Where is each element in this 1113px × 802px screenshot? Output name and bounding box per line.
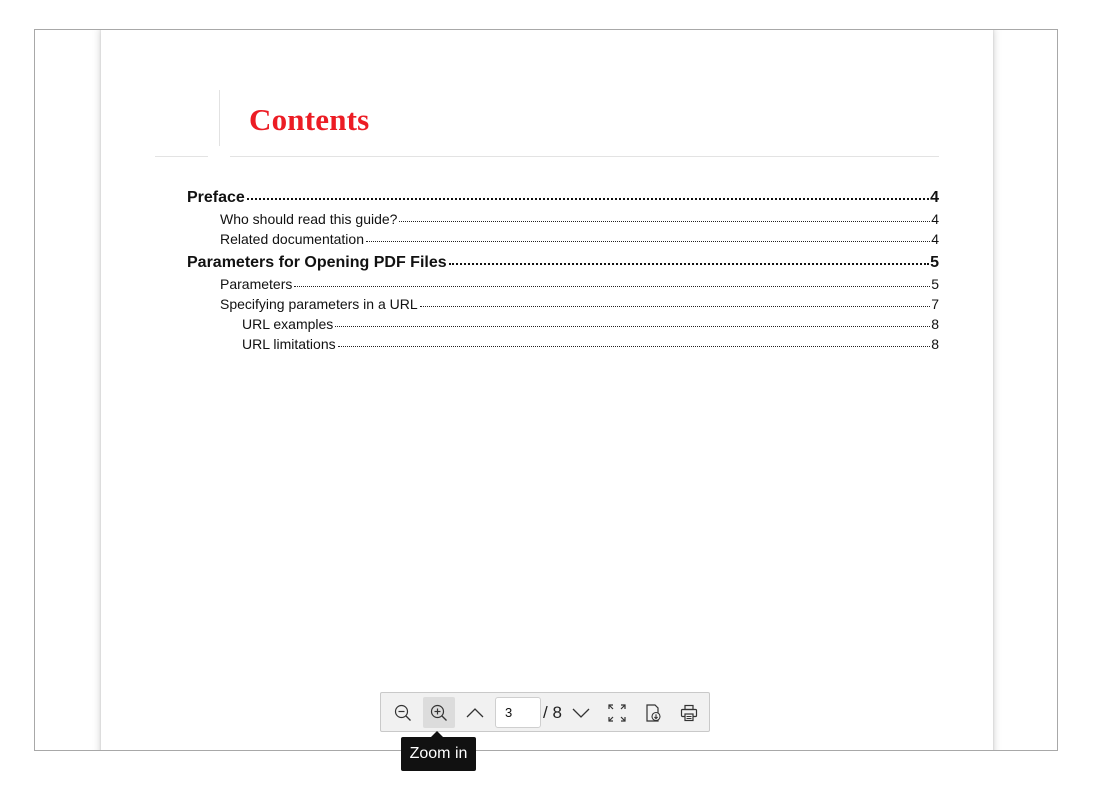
toc-entry-specifying-parameters[interactable] bbox=[187, 294, 939, 314]
toc-entry-url-limitations[interactable] bbox=[187, 334, 939, 354]
zoom-out-button[interactable] bbox=[387, 697, 419, 728]
toc-leader-dots bbox=[366, 241, 930, 242]
toc-leader-dots bbox=[338, 346, 931, 347]
toc-entry-page: 5 bbox=[931, 276, 939, 292]
toc-entry-who-should-read[interactable] bbox=[187, 209, 939, 229]
fullscreen-icon bbox=[608, 704, 626, 722]
toc-entry-page: 5 bbox=[930, 254, 939, 271]
toc-leader-dots bbox=[294, 286, 930, 287]
toc-entry-parameters-for-opening[interactable] bbox=[187, 252, 939, 274]
pdf-viewer[interactable] bbox=[34, 29, 1058, 751]
toc-leader-dots bbox=[399, 221, 930, 222]
chevron-up-icon bbox=[466, 707, 484, 719]
header-divider-horizontal bbox=[155, 156, 939, 157]
chevron-down-icon bbox=[572, 707, 590, 719]
header-divider-vertical bbox=[219, 90, 220, 146]
toc-entry-parameters[interactable] bbox=[187, 274, 939, 294]
toc-leader-dots bbox=[449, 263, 929, 265]
zoom-in-icon bbox=[430, 704, 448, 722]
toc-entry-page: 4 bbox=[931, 231, 939, 247]
page-total: / 8 bbox=[543, 703, 562, 722]
fullscreen-button[interactable] bbox=[601, 697, 633, 728]
toc-entry-label: URL limitations bbox=[242, 336, 336, 352]
toc-entry-label: Preface bbox=[187, 189, 245, 206]
table-of-contents bbox=[187, 184, 939, 354]
toc-entry-label: URL examples bbox=[242, 316, 334, 332]
toc-entry-label: Specifying parameters in a URL bbox=[220, 296, 418, 312]
zoom-in-button[interactable] bbox=[423, 697, 455, 728]
zoom-out-icon bbox=[394, 704, 412, 722]
toc-entry-page: 4 bbox=[930, 189, 939, 206]
download-button[interactable] bbox=[637, 697, 669, 728]
zoom-in-tooltip: Zoom in bbox=[401, 737, 476, 771]
toc-entry-label: Parameters for Opening PDF Files bbox=[187, 254, 447, 271]
page-title: Contents bbox=[249, 102, 370, 137]
print-button[interactable] bbox=[673, 697, 705, 728]
toc-entry-label: Related documentation bbox=[220, 231, 364, 247]
download-icon bbox=[644, 704, 662, 722]
toc-entry-page: 8 bbox=[931, 336, 939, 352]
pdf-toolbar bbox=[380, 692, 710, 732]
toc-entry-related-documentation[interactable] bbox=[187, 229, 939, 249]
toc-leader-dots bbox=[247, 198, 929, 200]
toc-entry-label: Who should read this guide? bbox=[220, 211, 398, 227]
previous-page-button[interactable] bbox=[459, 697, 491, 728]
toc-entry-url-examples[interactable] bbox=[187, 314, 939, 334]
toc-entry-preface[interactable] bbox=[187, 187, 939, 209]
toc-entry-page: 4 bbox=[931, 211, 939, 227]
toc-leader-dots bbox=[335, 326, 930, 327]
pdf-page bbox=[101, 29, 993, 751]
toc-entry-page: 7 bbox=[931, 296, 939, 312]
toc-entry-page: 8 bbox=[931, 316, 939, 332]
toc-leader-dots bbox=[420, 306, 931, 307]
page-number-input[interactable] bbox=[495, 697, 541, 728]
next-page-button[interactable] bbox=[565, 697, 597, 728]
toc-entry-label: Parameters bbox=[220, 276, 293, 292]
print-icon bbox=[680, 704, 698, 722]
